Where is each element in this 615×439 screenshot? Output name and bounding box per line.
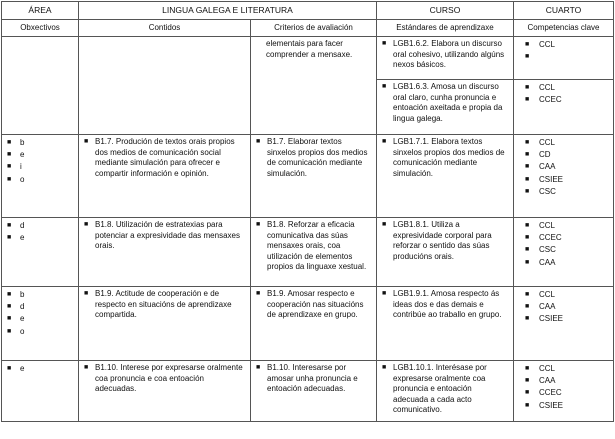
bullet-icon: ■ xyxy=(84,290,89,297)
bullet-icon: ■ xyxy=(7,175,12,183)
bullet-icon: ■ xyxy=(525,401,530,409)
list-item xyxy=(7,301,74,313)
table-row xyxy=(2,37,614,80)
list-item xyxy=(525,400,609,412)
table-row xyxy=(2,135,614,218)
competence-label: CSC xyxy=(539,245,556,255)
competence-label: CCL xyxy=(539,83,556,92)
list-item xyxy=(525,174,609,186)
objective-label: b xyxy=(20,290,25,299)
area-label: ÁREA xyxy=(2,2,79,20)
competence-label: CAA xyxy=(539,302,556,312)
bullet-icon: ■ xyxy=(525,389,530,397)
criteria-cell xyxy=(251,287,377,361)
objectives-cell xyxy=(2,218,79,287)
col-objectives: Obxectivos xyxy=(2,20,79,37)
list-item xyxy=(7,137,74,149)
list-item xyxy=(525,149,609,161)
standard-text: LGB1.6.3. Amosa un discurso oral claro, cunha pronuncia e entoación axeitada e propia da lingua galega. xyxy=(393,82,503,123)
bullet-icon: ■ xyxy=(382,40,387,47)
table-row xyxy=(2,287,614,361)
bullet-icon: ■ xyxy=(525,246,530,254)
competence-label: CCL xyxy=(539,221,556,230)
bullet-icon: ■ xyxy=(7,315,12,323)
standards-cell xyxy=(377,218,514,287)
list-item xyxy=(7,313,74,325)
bullet-icon: ■ xyxy=(382,290,387,297)
bullet-icon: ■ xyxy=(525,84,530,91)
competence-label: CSIEE xyxy=(539,314,564,324)
standard-text: LGB1.8.1. Utiliza a expresividade corporal para reforzar o sentido das súas producións orais. xyxy=(393,220,492,261)
competences-cell xyxy=(514,287,614,361)
list-item xyxy=(7,232,74,244)
competences-cell xyxy=(514,37,614,80)
list-item xyxy=(525,301,609,313)
competence-label: CCL xyxy=(539,40,556,49)
course-value: CUARTO xyxy=(514,2,614,20)
content-text: B1.8. Utilización de estratexias para potenciar a expresividade das mensaxes orais. xyxy=(95,220,240,250)
bullet-icon: ■ xyxy=(84,138,89,145)
list-item xyxy=(525,94,609,106)
objective-label: d xyxy=(20,302,25,312)
standard-text: LGB1.9.1. Amosa respecto ás ideas dos e das demais e contribúe ao traballo en grupo. xyxy=(393,289,502,319)
criteria-text: B1.9. Amosar respecto e cooperación nas situacións de aprendizaxe en grupo. xyxy=(267,289,364,319)
criteria-text: B1.8. Reforzar a eficacia comunicativa das súas mensaxes orais, coa utilización de elementos propios da linguaxe xestual. xyxy=(267,220,367,271)
bullet-icon: ■ xyxy=(7,303,12,311)
bullet-icon: ■ xyxy=(525,53,530,61)
list-item xyxy=(7,326,74,338)
competence-label: CCEC xyxy=(539,388,562,398)
contents-cell xyxy=(79,287,251,361)
objectives-cell xyxy=(2,37,79,135)
competence-label: CAA xyxy=(539,376,556,386)
competences-cell xyxy=(514,218,614,287)
competence-label: CCL xyxy=(539,290,556,299)
standard-text: LGB1.6.2. Elabora un discurso oral cohesivo, utilizando algúns nexos básicos. xyxy=(393,39,505,69)
objectives-cell xyxy=(2,135,79,218)
bullet-icon: ■ xyxy=(382,221,387,228)
bullet-icon: ■ xyxy=(525,96,530,104)
objective-label: e xyxy=(20,150,25,160)
bullet-icon: ■ xyxy=(525,377,530,385)
competence-label: CAA xyxy=(539,257,556,267)
course-label: CURSO xyxy=(377,2,514,20)
standards-cell xyxy=(377,135,514,218)
col-standards: Estándares de aprendizaxe xyxy=(377,20,514,37)
contents-cell xyxy=(79,37,251,135)
subject-title: LINGUA GALEGA E LITERATURA xyxy=(79,2,377,20)
competences-cell xyxy=(514,135,614,218)
list-item xyxy=(7,174,74,186)
bullet-icon: ■ xyxy=(7,222,12,229)
list-item xyxy=(525,363,609,375)
list-item xyxy=(525,220,609,232)
bullet-icon: ■ xyxy=(525,151,530,159)
criteria-text: B1.10. Interesarse por amosar unha pronuncia e entoación adecuadas. xyxy=(267,363,358,393)
objective-label: o xyxy=(20,326,25,336)
curriculum-table xyxy=(1,1,614,422)
criteria-cell xyxy=(251,361,377,422)
competence-label: CCEC xyxy=(539,95,562,105)
list-item xyxy=(525,137,609,149)
bullet-icon: ■ xyxy=(256,138,261,145)
standards-cell xyxy=(377,361,514,422)
bullet-icon: ■ xyxy=(525,303,530,311)
objective-label: e xyxy=(20,364,25,373)
list-item xyxy=(525,244,609,256)
criteria-cell xyxy=(251,218,377,287)
column-header-row xyxy=(2,20,614,37)
contents-cell xyxy=(79,135,251,218)
bullet-icon: ■ xyxy=(84,221,89,228)
list-item xyxy=(525,82,609,94)
bullet-icon: ■ xyxy=(7,139,12,146)
bullet-icon: ■ xyxy=(7,234,12,242)
bullet-icon: ■ xyxy=(525,187,530,195)
bullet-icon: ■ xyxy=(7,327,12,335)
criteria-cell xyxy=(251,135,377,218)
list-item xyxy=(525,375,609,387)
list-item xyxy=(525,51,609,63)
content-text: B1.10. Interese por expresarse oralmente coa pronuncia e coa entoación adecuadas. xyxy=(95,363,243,393)
bullet-icon: ■ xyxy=(382,83,387,90)
bullet-icon: ■ xyxy=(256,364,261,371)
list-item xyxy=(525,186,609,198)
list-item xyxy=(525,289,609,301)
bullet-icon: ■ xyxy=(382,364,387,371)
bullet-icon: ■ xyxy=(525,163,530,171)
list-item xyxy=(7,363,74,375)
col-criteria: Criterios de avaliación xyxy=(251,20,377,37)
standards-cell xyxy=(377,80,514,135)
standards-cell xyxy=(377,287,514,361)
header-row xyxy=(2,2,614,20)
competences-cell xyxy=(514,80,614,135)
bullet-icon: ■ xyxy=(7,151,12,159)
table-row xyxy=(2,218,614,287)
content-text: B1.9. Actitude de cooperación e de respecto en situacións de aprendizaxe compartida. xyxy=(95,289,232,319)
bullet-icon: ■ xyxy=(525,258,530,266)
contents-cell xyxy=(79,218,251,287)
list-item xyxy=(525,387,609,399)
list-item xyxy=(7,149,74,161)
objective-label: b xyxy=(20,138,25,147)
list-item xyxy=(7,289,74,301)
contents-cell xyxy=(79,361,251,422)
bullet-icon: ■ xyxy=(525,315,530,323)
bullet-icon: ■ xyxy=(256,290,261,297)
bullet-icon: ■ xyxy=(382,138,387,145)
bullet-icon: ■ xyxy=(525,139,530,146)
bullet-icon: ■ xyxy=(525,41,530,48)
competence-label: CAA xyxy=(539,162,556,172)
competence-label: CCL xyxy=(539,364,556,373)
bullet-icon: ■ xyxy=(7,163,12,171)
objective-label: i xyxy=(20,162,22,172)
criteria-text: elementais para facer comprender a mensaxe. xyxy=(266,39,353,59)
bullet-icon: ■ xyxy=(256,221,261,228)
competence-label: CSIEE xyxy=(539,400,564,410)
bullet-icon: ■ xyxy=(7,291,12,298)
list-item xyxy=(525,313,609,325)
list-item xyxy=(525,257,609,269)
competence-label: CSC xyxy=(539,186,556,196)
list-item xyxy=(7,220,74,232)
objective-label: o xyxy=(20,174,25,184)
bullet-icon: ■ xyxy=(525,291,530,298)
objectives-cell xyxy=(2,361,79,422)
competence-label: CCEC xyxy=(539,233,562,243)
bullet-icon: ■ xyxy=(525,365,530,372)
list-item xyxy=(525,161,609,173)
standard-text: LGB1.7.1. Elabora textos sinxelos propios dos medios de comunicación mediante simulación. xyxy=(393,137,505,178)
bullet-icon: ■ xyxy=(525,234,530,242)
bullet-icon: ■ xyxy=(7,365,12,372)
competence-label: CCL xyxy=(539,138,556,147)
table-row xyxy=(2,361,614,422)
competence-label: CD xyxy=(539,150,551,160)
criteria-text: B1.7. Elaborar textos sinxelos propios dos medios de comunicación mediante simulación. xyxy=(267,137,368,178)
list-item xyxy=(525,232,609,244)
standard-text: LGB1.10.1. Interésase por expresarse oralmente coa pronuncia e entoación adecuada a cada acto comunicativo. xyxy=(393,363,487,414)
bullet-icon: ■ xyxy=(525,175,530,183)
bullet-icon: ■ xyxy=(525,222,530,229)
objective-label: e xyxy=(20,314,25,324)
bullet-icon: ■ xyxy=(84,364,89,371)
objective-label: e xyxy=(20,233,25,243)
objective-label: d xyxy=(20,221,25,230)
col-contents: Contidos xyxy=(79,20,251,37)
objectives-cell xyxy=(2,287,79,361)
criteria-cell xyxy=(251,37,377,135)
list-item xyxy=(7,161,74,173)
competences-cell xyxy=(514,361,614,422)
col-competences: Competencias clave xyxy=(514,20,614,37)
list-item xyxy=(525,39,609,51)
competence-label: CSIEE xyxy=(539,174,564,184)
standards-cell xyxy=(377,37,514,80)
content-text: B1.7. Produción de textos orais propios dos medios de comunicación social mediante simulación para ofrecer e compartir información e opinión. xyxy=(95,137,235,178)
